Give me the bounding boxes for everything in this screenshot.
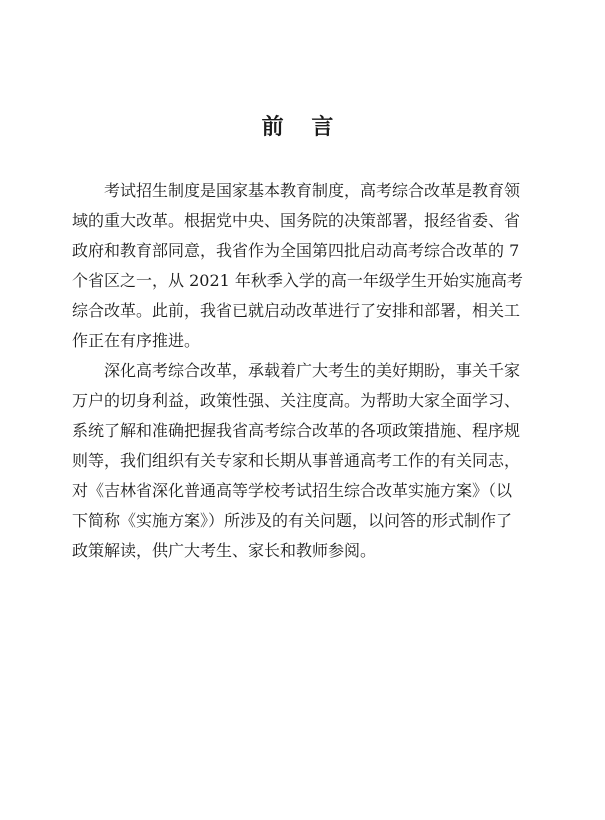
page-title: 前 言 [261, 114, 344, 140]
paragraph-line: 对《吉林省深化普通高等学校考试招生综合改革实施方案》（以 [72, 481, 513, 500]
paragraph-line: 下简称《实施方案》）所涉及的有关问题，以问答的形式制作了 [72, 511, 513, 530]
document-body [72, 176, 542, 566]
paragraph-line: 深化高考综合改革，承载着广大考生的美好期盼，事关千家 [104, 361, 521, 380]
paragraph-1 [72, 176, 542, 356]
paragraph-2 [72, 356, 542, 566]
paragraph-line: 考试招生制度是国家基本教育制度，高考综合改革是教育领 [104, 181, 521, 200]
paragraph-line: 域的重大改革。根据党中央、国务院的决策部署，报经省委、省 [72, 211, 521, 230]
paragraph-line: 则等，我们组织有关专家和长期从事普通高考工作的有关同志， [72, 451, 521, 470]
paragraph-line: 综合改革。此前，我省已就启动改革进行了安排和部署，相关工 [72, 301, 521, 320]
paragraph-line: 个省区之一，从 2021 年秋季入学的高一年级学生开始实施高考 [72, 271, 523, 290]
paragraph-line: 系统了解和准确把握我省高考综合改革的各项政策措施、程序规 [72, 421, 521, 440]
paragraph-line: 万户的切身利益，政策性强、关注度高。为帮助大家全面学习、 [72, 391, 521, 410]
paragraph-line: 政府和教育部同意，我省作为全国第四批启动高考综合改革的 7 [72, 241, 520, 260]
paragraph-line: 政策解读，供广大考生、家长和教师参阅。 [72, 541, 377, 560]
paragraph-line: 作正在有序推进。 [72, 331, 201, 350]
